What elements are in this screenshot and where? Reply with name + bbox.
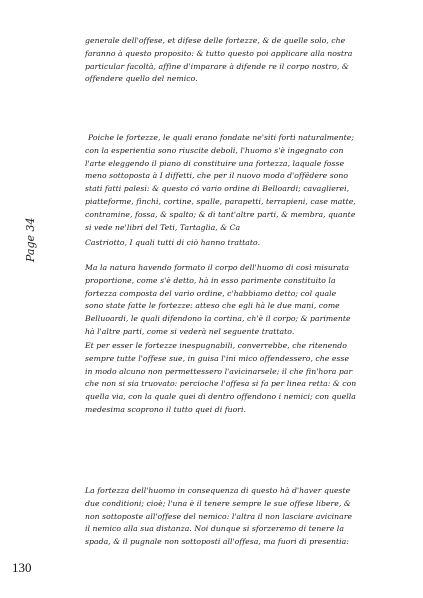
paragraph-5 bbox=[85, 340, 357, 417]
paragraph-2 bbox=[85, 132, 356, 234]
text-line: sono state fatte le fortezze: atteso che egli hà le due mani, come bbox=[85, 301, 340, 311]
text-line: hà l'altre parti, come si vederà nel seguente trattato. bbox=[85, 326, 295, 336]
text-line: Et per esser le fortezze inespugnabili, converrebbe, che ritenendo bbox=[85, 341, 347, 350]
text-line: meno sottoposta à I diffetti, che per il nuovo modo d'offêdere sono bbox=[85, 171, 349, 181]
paragraph-3 bbox=[85, 237, 347, 250]
text-line: generale dell'offese, et difese delle fortezze, & de quelle solo, che bbox=[85, 36, 346, 45]
text-line: stati fatti palesi: & questo có vario ordine di Belloardi; cavaglierei, bbox=[85, 184, 350, 194]
text-line: due conditioni; cioè; l'una è il tenere sempre le sue offese libere, & bbox=[85, 498, 351, 508]
text-line: con la esperientia sono riuscite deboli, l'huomo s'è ingegnato con bbox=[85, 145, 344, 155]
text-line: faranno à questo proposito: & tutto questo poi applicare alla nostra bbox=[85, 48, 353, 58]
text-line: proportione, come s'è detto, hà in esso parimente constituito la bbox=[85, 275, 336, 285]
text-line: il nemico alla sua distanza. Noi dunque si sforzeremo di tenere la bbox=[85, 524, 344, 534]
text-line: fortezza composta del vario ordine, c'habbiamo detto; col quale bbox=[85, 288, 337, 298]
paragraph-4 bbox=[85, 262, 351, 339]
text-line: non sottoposte all'offese del nemico: l'altra il non lasciare avicinare bbox=[85, 511, 353, 521]
text-line: quella via, con la quale quei di dentro offendono i nemici; con quella bbox=[85, 392, 356, 402]
text-line: contramine, fossa, & spalto; & di tant'altre parti, & membra, quante bbox=[85, 209, 356, 219]
text-line: l'arte eleggendo il piano di constituire una fortezza, laquale fosse bbox=[85, 158, 345, 168]
margin-page-note: Page 34 bbox=[24, 217, 37, 262]
text-line: spada, & il pugnale non sottoposti all'offesa, ma fuori di presentia: bbox=[85, 537, 349, 547]
paragraph-6 bbox=[85, 485, 353, 549]
text-line: Castriotto, I quali tutti di ciò hanno trattato. bbox=[85, 238, 261, 247]
text-line: particular facoltà, affine d'imparare à difende re il corpo nostro, & bbox=[85, 61, 349, 71]
text-line: che non si sia truovato: percioche l'offesa si fa per linea retta: & con bbox=[85, 379, 357, 389]
text-line: in modo alcuno non permettessero l'avicinarsele; il che fin'hora par bbox=[85, 366, 353, 376]
text-line: Belluoardi, le quali difendono la cortina, ch'è il corpo; & parimente bbox=[85, 314, 351, 324]
page-number: 130 bbox=[12, 560, 32, 575]
text-line: La fortezza dell'huomo in consequenza di questo hà d'haver queste bbox=[85, 486, 351, 495]
text-line: offendere quello del nemico. bbox=[85, 74, 198, 84]
text-line: Ma la natura havendo formato il corpo dell'huomo di così misurata bbox=[85, 263, 349, 272]
text-line: Poiche le fortezze, le quali erano fondate ne'siti forti naturalmente; bbox=[88, 133, 355, 142]
text-line: sempre tutte l'offese sue, in guisa l'ini mico offendessero, che esse bbox=[85, 353, 350, 363]
text-line: si vede ne'libri del Teti, Tartaglia, & Ca bbox=[85, 222, 241, 232]
text-line: medesima scoprono il tutto quei di fuori. bbox=[85, 404, 247, 414]
paragraph-1 bbox=[85, 35, 353, 86]
text-line: piatteforme, finchi, cortine, spalle, parapetti, terrapieni, case matte, bbox=[85, 196, 356, 206]
